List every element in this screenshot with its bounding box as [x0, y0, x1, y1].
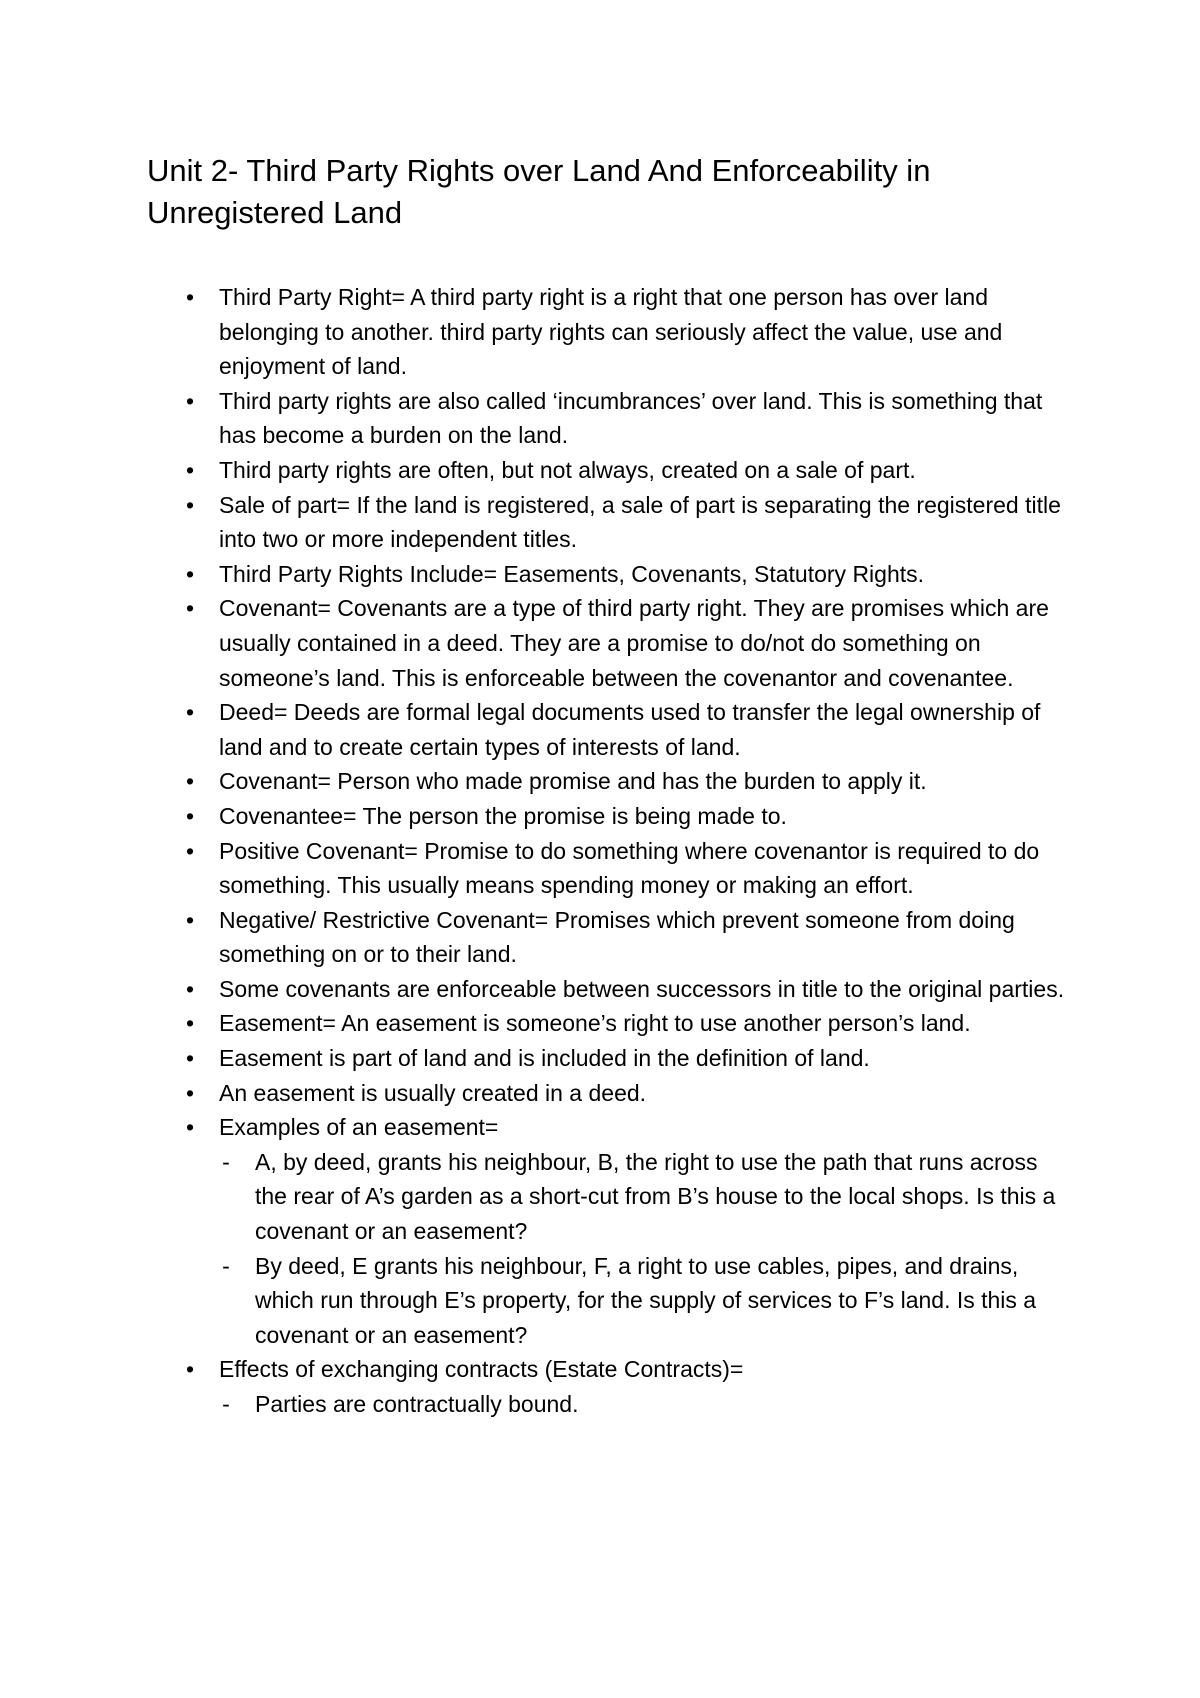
- bullet-marker: •: [185, 837, 195, 864]
- list-item-text: Covenant= Covenants are a type of third party right. They are promises which are usually contained in a deed. They are a promise to do/not do something on someone’s land. This is enforceable between the covenantor and covenantee.: [219, 595, 1049, 691]
- bullet-marker: •: [185, 491, 195, 518]
- list-item-text: Third party rights are also called ‘incumbrances’ over land. This is something that has become a burden on the land.: [219, 387, 1043, 449]
- list-item-text: Examples of an easement=: [219, 1114, 499, 1141]
- sub-list-item: [0, 1249, 1075, 1353]
- bullet-marker: •: [185, 975, 195, 1002]
- list-item: [0, 280, 1069, 384]
- bullet-marker: •: [185, 906, 195, 933]
- list-item: [0, 1076, 1069, 1111]
- list-item: [0, 557, 1069, 592]
- list-item-text: Easement is part of land and is included in the definition of land.: [219, 1045, 870, 1072]
- bullet-marker: •: [185, 1079, 195, 1106]
- dash-marker: -: [222, 1148, 230, 1175]
- bullet-marker: •: [185, 595, 195, 622]
- list-item-text: Negative/ Restrictive Covenant= Promises which prevent someone from doing something on or to their land.: [219, 906, 1015, 968]
- bullet-marker: •: [185, 1010, 195, 1037]
- list-item-text: Third Party Right= A third party right is a right that one person has over land belonging to another. third party rights can seriously affect the value, use and enjoyment of land.: [219, 284, 1003, 380]
- bullet-marker: •: [185, 456, 195, 483]
- list-item-text: Some covenants are enforceable between successors in title to the original parties.: [219, 975, 1065, 1002]
- list-item: [0, 1110, 1069, 1352]
- bullet-marker: •: [185, 560, 195, 587]
- sub-list-item-text: A, by deed, grants his neighbour, B, the right to use the path that runs across the rear of A’s garden as a short-cut from B’s house to the local shops. Is this a covenant or an easement?: [255, 1148, 1056, 1245]
- list-item: [0, 834, 1069, 903]
- dash-marker: -: [222, 1252, 230, 1279]
- sub-list-item-text: By deed, E grants his neighbour, F, a right to use cables, pipes, and drains, which run through E’s property, for the supply of services to F’s land. Is this a covenant or an easement?: [255, 1252, 1037, 1348]
- list-item: [0, 384, 1069, 453]
- list-item: [0, 591, 1069, 695]
- list-item-text: Covenant= Person who made promise and has the burden to apply it.: [219, 768, 927, 795]
- list-item: [0, 695, 1069, 764]
- dash-marker: -: [222, 1391, 230, 1417]
- list-item: [0, 488, 1069, 557]
- list-item-text: Easement= An easement is someone’s right to use another person’s land.: [219, 1010, 971, 1037]
- list-item-text: Covenantee= The person the promise is being made to.: [219, 802, 787, 829]
- bullet-marker: •: [185, 768, 195, 795]
- list-item: [0, 903, 1069, 972]
- bullet-marker: •: [185, 1114, 195, 1141]
- bullet-marker: •: [185, 802, 195, 829]
- sub-list-item-text: Parties are contractually bound.: [255, 1391, 579, 1417]
- bullet-list: [0, 280, 1200, 1422]
- list-item-text: Deed= Deeds are formal legal documents used to transfer the legal ownership of land and to create certain types of interests of land.: [219, 699, 1041, 760]
- list-item-text: Positive Covenant= Promise to do something where covenantor is required to do something. This usually means spending money or making an effort.: [219, 837, 1040, 899]
- list-item: [0, 972, 1069, 1007]
- bullet-marker: •: [185, 1045, 195, 1072]
- bullet-marker: •: [185, 699, 195, 726]
- sub-list-item: [0, 1145, 1075, 1249]
- list-item: [0, 764, 1069, 799]
- list-item: [0, 1041, 1069, 1076]
- list-item-text: An easement is usually created in a deed.: [219, 1079, 647, 1106]
- sub-list: [0, 1387, 1069, 1422]
- list-item-text: Sale of part= If the land is registered, a sale of part is separating the registered title into two or more independent titles.: [219, 491, 1061, 553]
- list-item-text: Effects of exchanging contracts (Estate Contracts)=: [219, 1356, 744, 1383]
- page-title: Unit 2- Third Party Rights over Land And Enforceability in Unregistered Land: [147, 153, 931, 230]
- bullet-marker: •: [185, 1356, 195, 1383]
- sub-list: [0, 1145, 1069, 1353]
- list-item: [0, 1006, 1069, 1041]
- list-item: [0, 799, 1069, 834]
- sub-list-item: [0, 1387, 1075, 1422]
- list-item: [0, 453, 1069, 488]
- list-item-text: Third party rights are often, but not always, created on a sale of part.: [219, 456, 916, 483]
- list-item: [0, 1352, 1069, 1421]
- bullet-marker: •: [185, 284, 195, 310]
- bullet-marker: •: [185, 387, 195, 414]
- list-item-text: Third Party Rights Include= Easements, Covenants, Statutory Rights.: [219, 560, 925, 587]
